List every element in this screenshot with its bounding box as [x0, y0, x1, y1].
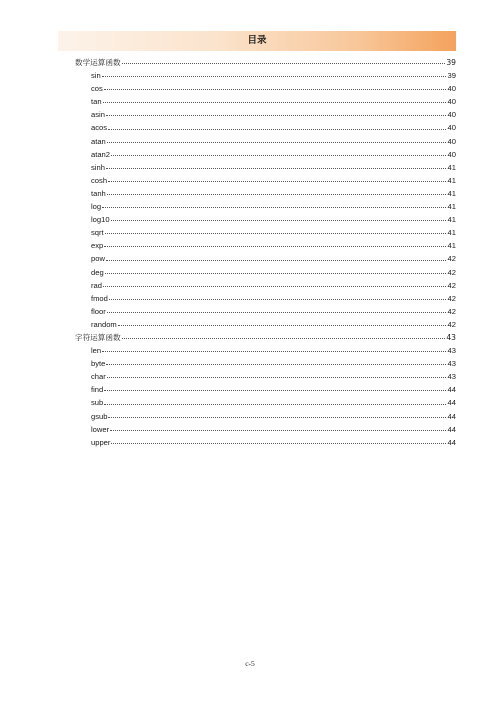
toc-entry-page-number: 41	[447, 215, 456, 225]
toc-entry-label: upper	[91, 437, 111, 447]
toc-entry-label: char	[91, 372, 106, 382]
toc-entry[interactable]	[75, 383, 456, 396]
toc-entry-label: cosh	[91, 175, 108, 185]
toc-entry-page-number: 40	[447, 84, 456, 94]
toc-entry-page-number: 42	[447, 293, 456, 303]
toc-entry-label: cos	[91, 84, 103, 94]
dot-leader	[104, 404, 446, 405]
dot-leader	[111, 443, 446, 444]
toc-entry-page-number: 41	[447, 202, 456, 212]
toc-entry[interactable]	[75, 423, 456, 436]
toc-entry[interactable]	[75, 396, 456, 409]
dot-leader	[109, 299, 446, 300]
toc-entry-page-number: 44	[447, 424, 456, 434]
toc-entry-page-number: 42	[447, 267, 456, 277]
toc-entry[interactable]	[75, 370, 456, 383]
toc-entry-page-number: 40	[447, 123, 456, 133]
page-number: c-5	[245, 659, 255, 668]
toc-entry-label: floor	[91, 306, 106, 316]
toc-entry-label: sub	[91, 398, 104, 408]
toc-entry-page-number: 39	[446, 58, 456, 67]
toc-section-entry[interactable]	[75, 56, 456, 69]
dot-leader	[111, 220, 446, 221]
toc-entry-page-number: 42	[447, 306, 456, 316]
toc-entry-page-number: 44	[447, 398, 456, 408]
toc-entry-page-number: 43	[446, 332, 456, 342]
toc-entry[interactable]	[75, 121, 456, 134]
toc-entry[interactable]	[75, 318, 456, 331]
toc-entry-label: byte	[91, 359, 106, 369]
toc-entry[interactable]	[75, 82, 456, 95]
toc-entry-label: log	[91, 202, 102, 212]
dot-leader	[106, 115, 446, 116]
toc-entry-page-number: 43	[447, 372, 456, 382]
dot-leader	[107, 312, 446, 313]
toc-entry[interactable]	[75, 69, 456, 82]
toc-entry[interactable]	[75, 135, 456, 148]
toc-entry-page-number: 43	[447, 346, 456, 356]
toc-entry[interactable]	[75, 305, 456, 318]
dot-leader	[105, 233, 446, 234]
toc-entry-label: sin	[91, 71, 101, 81]
dot-leader	[107, 194, 446, 195]
toc-entry[interactable]	[75, 279, 456, 292]
dot-leader	[106, 260, 446, 261]
dot-leader	[103, 102, 446, 103]
dot-leader	[108, 417, 446, 418]
toc-header-band	[58, 31, 456, 51]
toc-entry-label: tan	[91, 97, 102, 107]
toc-entry-label: atan2	[91, 149, 111, 159]
toc-entry[interactable]	[75, 108, 456, 121]
toc-entry[interactable]	[75, 344, 456, 357]
toc-section-entry[interactable]	[75, 331, 456, 344]
toc-entry-page-number: 39	[447, 71, 456, 81]
toc-title: 目录	[247, 35, 267, 46]
dot-leader	[108, 181, 446, 182]
toc-entry[interactable]	[75, 357, 456, 370]
toc-entry[interactable]	[75, 148, 456, 161]
toc-entry[interactable]	[75, 200, 456, 213]
toc-entry-page-number: 44	[447, 411, 456, 421]
dot-leader	[104, 390, 446, 391]
toc-entry[interactable]	[75, 174, 456, 187]
toc-entry-label: exp	[91, 241, 104, 251]
dot-leader	[107, 142, 446, 143]
dot-leader	[102, 351, 446, 352]
toc-entry-label: len	[91, 346, 102, 356]
dot-leader	[122, 63, 446, 64]
toc-entry[interactable]	[75, 436, 456, 449]
dot-leader	[122, 338, 446, 339]
dot-leader	[106, 168, 446, 169]
toc-entry-page-number: 41	[447, 175, 456, 185]
toc-entry[interactable]	[75, 187, 456, 200]
dot-leader	[108, 129, 446, 130]
toc-entry-page-number: 43	[447, 359, 456, 369]
toc-entry-label: deg	[91, 267, 104, 277]
dot-leader	[111, 155, 446, 156]
toc-entry[interactable]	[75, 239, 456, 252]
toc-entry-label: pow	[91, 254, 105, 264]
toc-entry[interactable]	[75, 266, 456, 279]
toc-entry-label: sqrt	[91, 228, 104, 238]
table-of-contents	[75, 56, 456, 449]
toc-entry-label: rad	[91, 280, 102, 290]
toc-entry-page-number: 42	[447, 254, 456, 264]
toc-entry-page-number: 40	[447, 110, 456, 120]
toc-entry-label: 数学运算函数	[75, 58, 121, 67]
toc-entry[interactable]	[75, 213, 456, 226]
toc-entry-label: acos	[91, 123, 108, 133]
dot-leader	[102, 76, 446, 77]
dot-leader	[106, 364, 446, 365]
toc-entry-label: find	[91, 385, 104, 395]
dot-leader	[103, 286, 446, 287]
toc-entry[interactable]	[75, 226, 456, 239]
dot-leader	[104, 89, 446, 90]
toc-entry[interactable]	[75, 161, 456, 174]
toc-entry-label: sinh	[91, 162, 105, 172]
toc-entry-label: log10	[91, 215, 110, 225]
dot-leader	[107, 377, 446, 378]
dot-leader	[104, 246, 446, 247]
toc-entry-page-number: 44	[447, 437, 456, 447]
toc-entry-page-number: 42	[447, 280, 456, 290]
dot-leader	[102, 207, 446, 208]
toc-entry[interactable]	[75, 95, 456, 108]
toc-entry-label: lower	[91, 424, 110, 434]
toc-entry-page-number: 44	[447, 385, 456, 395]
toc-entry-label: fmod	[91, 293, 108, 303]
toc-entry-page-number: 41	[447, 241, 456, 251]
toc-entry-page-number: 41	[447, 228, 456, 238]
toc-entry-page-number: 41	[447, 188, 456, 198]
dot-leader	[110, 430, 446, 431]
toc-entry[interactable]	[75, 410, 456, 423]
toc-entry-label: atan	[91, 136, 106, 146]
toc-entry-label: random	[91, 319, 117, 329]
toc-entry-page-number: 40	[447, 149, 456, 159]
toc-entry-page-number: 41	[447, 162, 456, 172]
toc-entry-label: gsub	[91, 411, 108, 421]
toc-entry[interactable]	[75, 292, 456, 305]
toc-entry-label: tanh	[91, 188, 106, 198]
toc-entry-page-number: 42	[447, 319, 456, 329]
toc-entry-label: asin	[91, 110, 105, 120]
toc-entry[interactable]	[75, 252, 456, 265]
toc-entry-label: 字符运算函数	[75, 332, 121, 342]
toc-entry-page-number: 40	[447, 136, 456, 146]
dot-leader	[105, 273, 446, 274]
toc-entry-page-number: 40	[447, 97, 456, 107]
dot-leader	[118, 325, 446, 326]
